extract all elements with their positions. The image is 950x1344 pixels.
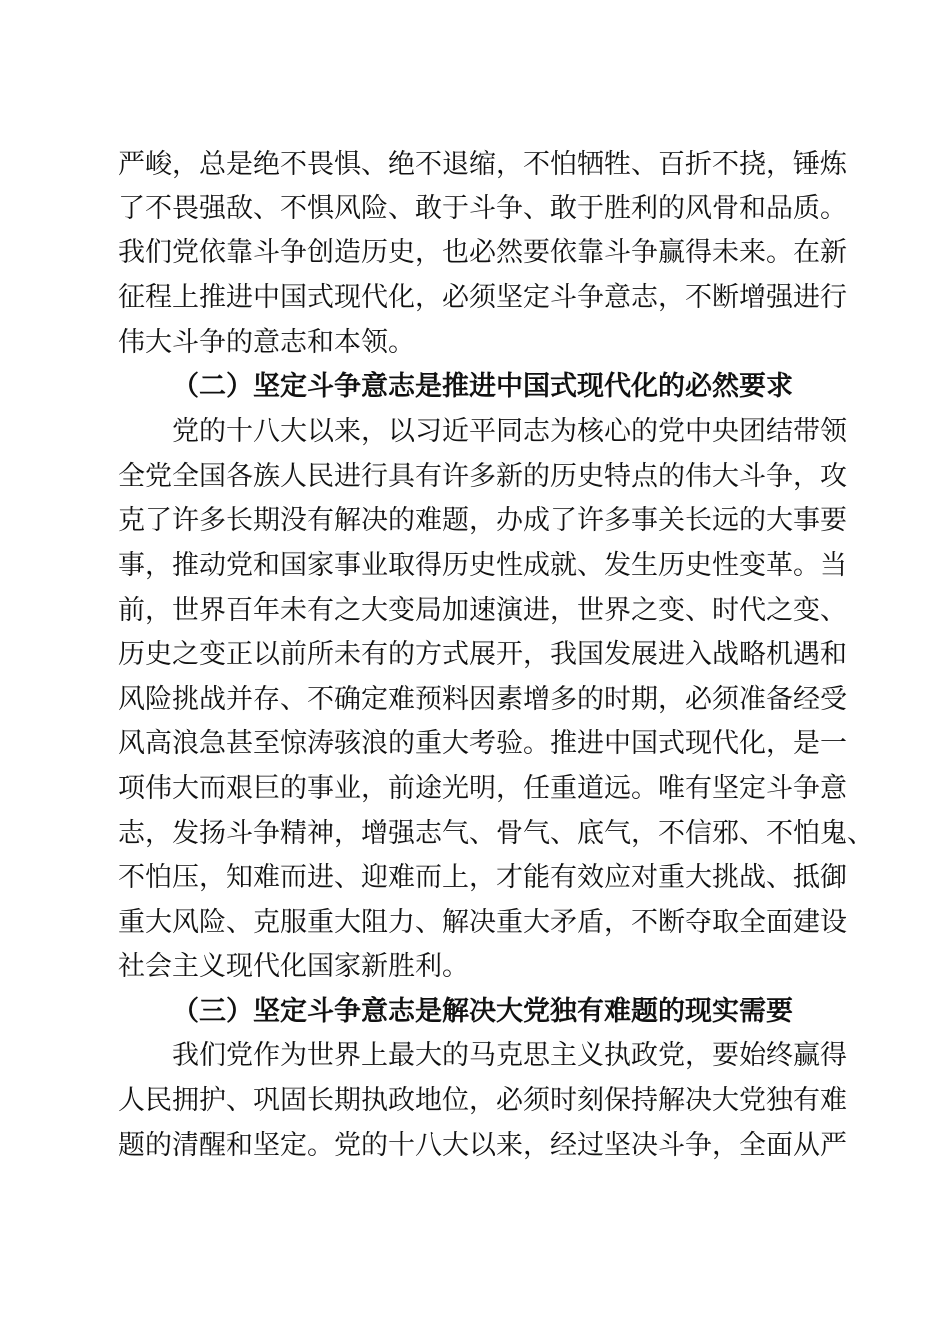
paragraph-line: 征程上推进中国式现代化，必须坚定斗争意志，不断增强进行 [118, 282, 847, 313]
paragraph-line: 题的清醒和坚定。党的十八大以来，经过坚决斗争，全面从严 [118, 1130, 847, 1161]
paragraph-line: 了不畏强敌、不惧风险、敢于斗争、敢于胜利的风骨和品质。 [118, 193, 847, 224]
paragraph-line: 风险挑战并存、不确定难预料因素增多的时期，必须准备经受 [118, 684, 847, 715]
paragraph-line: 风高浪急甚至惊涛骇浪的重大考验。推进中国式现代化，是一 [118, 728, 847, 759]
paragraph-line: 全党全国各族人民进行具有许多新的历史特点的伟大斗争，攻 [118, 461, 847, 492]
paragraph-line: 事，推动党和国家事业取得历史性成就、发生历史性变革。当 [118, 550, 847, 581]
paragraph-line: 重大风险、克服重大阻力、解决重大矛盾，不断夺取全面建设 [118, 907, 847, 938]
paragraph-line: 克了许多长期没有解决的难题，办成了许多事关长远的大事要 [118, 505, 847, 536]
paragraph-line: 前，世界百年未有之大变局加速演进，世界之变、时代之变、 [118, 595, 847, 626]
section-heading: （二）坚定斗争意志是推进中国式现代化的必然要求 [172, 371, 793, 402]
section-heading: （三）坚定斗争意志是解决大党独有难题的现实需要 [172, 996, 793, 1027]
paragraph-line: 伟大斗争的意志和本领。 [118, 327, 415, 358]
paragraph-line: 项伟大而艰巨的事业，前途光明，任重道远。唯有坚定斗争意 [118, 773, 847, 804]
paragraph-line: 历史之变正以前所未有的方式展开，我国发展进入战略机遇和 [118, 639, 847, 670]
paragraph-line: 党的十八大以来，以习近平同志为核心的党中央团结带领 [172, 416, 847, 447]
paragraph-line: 志，发扬斗争精神，增强志气、骨气、底气，不信邪、不怕鬼、 [118, 818, 874, 849]
paragraph-line: 我们党依靠斗争创造历史，也必然要依靠斗争赢得未来。在新 [118, 237, 847, 268]
paragraph-line: 严峻，总是绝不畏惧、绝不退缩，不怕牺牲、百折不挠，锤炼 [118, 149, 847, 180]
paragraph-line: 不怕压，知难而进、迎难而上，才能有效应对重大挑战、抵御 [118, 862, 847, 893]
paragraph-line: 社会主义现代化国家新胜利。 [118, 951, 469, 982]
paragraph-line: 我们党作为世界上最大的马克思主义执政党，要始终赢得 [172, 1040, 847, 1071]
paragraph-line: 人民拥护、巩固长期执政地位，必须时刻保持解决大党独有难 [118, 1085, 847, 1116]
